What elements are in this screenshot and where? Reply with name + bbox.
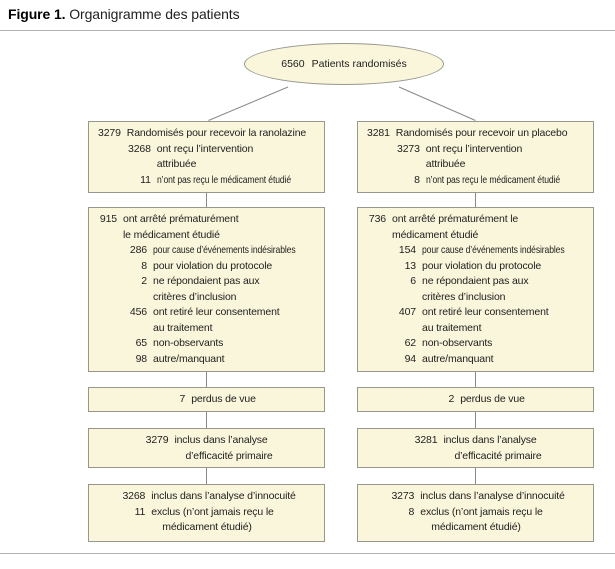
- box-content: [362, 122, 589, 192]
- count-value: 6560: [281, 58, 305, 70]
- box-line: [358, 212, 596, 228]
- count-value: 11: [140, 173, 151, 186]
- line-text: autre/manquant: [422, 352, 494, 365]
- line-text: pour cause d’événements indésirables: [153, 244, 296, 256]
- box-line: [89, 243, 327, 259]
- box-line: [140, 433, 272, 449]
- count-value: 456: [129, 306, 147, 318]
- line-text: ont reçu l’intervention: [425, 142, 523, 155]
- box-line: [358, 228, 596, 244]
- box-line: [386, 489, 564, 505]
- box-ranolazine-arm-safety-analysis: [88, 484, 325, 542]
- line-text: pour cause d’événements indésirables: [422, 244, 565, 256]
- count-value: [358, 290, 416, 306]
- line-text: exclus (n’ont jamais reçu le: [420, 505, 543, 518]
- box-placebo-arm-lost-to-followup: [357, 387, 594, 412]
- figure-label: Figure 1.: [8, 6, 66, 22]
- box-line: [89, 305, 327, 321]
- line-text: médicament étudié): [431, 521, 521, 533]
- box-content: [93, 122, 320, 192]
- line-text: attribuée: [425, 158, 466, 170]
- count-value: 11: [134, 505, 146, 518]
- box-line: [358, 305, 596, 321]
- line-text: pour violation du protocole: [153, 259, 273, 272]
- line-text: d’efficacité primaire: [454, 449, 542, 462]
- count-value: 2: [141, 275, 147, 287]
- count-value: 736: [368, 213, 386, 225]
- figure-title-text: Organigramme des patients: [69, 6, 240, 22]
- box-line: [89, 336, 327, 352]
- count-value: 65: [135, 337, 147, 349]
- box-line: [358, 290, 596, 306]
- box-content: [157, 392, 256, 408]
- count-value: [93, 157, 151, 173]
- box-content: [386, 485, 564, 540]
- line-text: au traitement: [422, 321, 482, 334]
- box-line: [89, 259, 327, 275]
- box-placebo-arm-primary-efficacy-analysis: [357, 428, 594, 468]
- count-value: 7: [179, 392, 186, 405]
- count-value: [386, 520, 414, 536]
- count-value: 407: [398, 306, 416, 318]
- count-value: [409, 449, 437, 465]
- box-ranolazine-arm-allocation: [88, 121, 325, 193]
- count-value: [89, 228, 117, 244]
- box-line: [358, 243, 596, 259]
- box-line: [362, 157, 589, 173]
- line-text: ont retiré leur consentement: [153, 306, 280, 318]
- count-value: [89, 290, 147, 306]
- diagonal-connector-right: [399, 87, 476, 121]
- count-value: 62: [404, 337, 416, 349]
- line-text: critères d’inclusion: [153, 290, 237, 303]
- line-text: attribuée: [156, 158, 197, 170]
- box-line: [386, 505, 564, 521]
- count-value: [140, 449, 168, 465]
- title-divider-rule: [0, 30, 615, 31]
- box-line: [386, 520, 564, 536]
- count-value: 154: [398, 244, 416, 256]
- line-text: ne répondaient pas aux: [422, 275, 529, 287]
- line-text: ont retiré leur consentement: [422, 306, 549, 318]
- line-text: inclus dans l’analyse d’innocuité: [151, 490, 296, 502]
- line-text: inclus dans l’analyse: [443, 434, 537, 446]
- line-text: inclus dans l’analyse d’innocuité: [420, 490, 565, 502]
- diagonal-connector-left: [209, 87, 289, 121]
- box-placebo-arm-allocation: [357, 121, 594, 193]
- box-content: [426, 392, 525, 408]
- count-value: 98: [135, 352, 147, 365]
- box-line: [93, 173, 320, 189]
- line-text: autre/manquant: [153, 352, 225, 365]
- line-text: non-observants: [153, 337, 224, 349]
- box-content: [140, 429, 272, 468]
- box-line: [426, 392, 525, 408]
- bottom-divider-rule: [0, 553, 615, 554]
- count-value: 286: [129, 244, 147, 256]
- line-text: Randomisés pour recevoir la ranolazine: [126, 127, 307, 139]
- box-placebo-arm-discontinued: [357, 207, 594, 372]
- box-content: [358, 208, 596, 371]
- count-value: 2: [448, 392, 455, 405]
- line-text: ont arrêté prématurément: [123, 213, 239, 225]
- box-line: [157, 392, 256, 408]
- box-line: [93, 157, 320, 173]
- box-ranolazine-arm-lost-to-followup: [88, 387, 325, 412]
- box-line: [358, 336, 596, 352]
- line-text: perdus de vue: [460, 392, 525, 405]
- line-text: inclus dans l’analyse: [174, 434, 268, 446]
- line-text: ne répondaient pas aux: [153, 275, 260, 287]
- count-value: 3281: [414, 434, 438, 446]
- count-value: [362, 157, 420, 173]
- box-line: [409, 449, 541, 465]
- line-text: médicament étudié: [392, 228, 479, 241]
- line-text: au traitement: [153, 321, 213, 334]
- count-value: 94: [404, 352, 416, 365]
- box-ranolazine-arm-primary-efficacy-analysis: [88, 428, 325, 468]
- count-value: 915: [99, 213, 117, 225]
- box-line: [117, 520, 295, 536]
- box-line: [409, 433, 541, 449]
- box-line: [89, 212, 327, 228]
- box-line: [362, 173, 589, 189]
- line-text: non-observants: [422, 337, 493, 349]
- box-randomized-total: [244, 43, 444, 85]
- box-line: [362, 126, 589, 142]
- box-line: [117, 489, 295, 505]
- count-value: [358, 321, 416, 337]
- line-text: médicament étudié): [162, 521, 252, 533]
- box-line: [89, 321, 327, 337]
- box-line: [89, 228, 327, 244]
- box-content: [409, 429, 541, 468]
- line-text: pour violation du protocole: [422, 259, 542, 272]
- box-ranolazine-arm-discontinued: [88, 207, 325, 372]
- count-value: 8: [414, 173, 420, 186]
- box-content: [89, 208, 327, 371]
- count-value: 3268: [128, 142, 151, 155]
- box-line: [89, 290, 327, 306]
- line-text: perdus de vue: [191, 392, 256, 405]
- count-value: 8: [141, 259, 147, 272]
- box-line: [358, 352, 596, 368]
- figure-title: [8, 6, 240, 22]
- box-line: [140, 449, 272, 465]
- box-line: [117, 505, 295, 521]
- box-line: [89, 274, 327, 290]
- line-text: Patients randomisés: [311, 58, 407, 70]
- box-line: [358, 321, 596, 337]
- line-text: ont reçu l’intervention: [156, 142, 254, 155]
- line-text: d’efficacité primaire: [185, 449, 273, 462]
- line-text: ont arrêté prématurément le: [392, 213, 519, 225]
- box-content: [117, 485, 295, 540]
- count-value: 3279: [145, 434, 169, 446]
- count-value: 3273: [397, 142, 420, 155]
- line-text: exclus (n’ont jamais reçu le: [151, 505, 274, 518]
- count-value: [117, 520, 145, 536]
- count-value: 13: [404, 259, 416, 272]
- box-line: [93, 142, 320, 158]
- box-line: [89, 352, 327, 368]
- count-value: 8: [408, 505, 415, 518]
- box-line: [362, 142, 589, 158]
- box-line: [93, 126, 320, 142]
- count-value: 3273: [391, 490, 415, 502]
- box-line: [358, 274, 596, 290]
- count-value: 3268: [122, 490, 146, 502]
- box-line: [358, 259, 596, 275]
- line-text: critères d’inclusion: [422, 290, 506, 303]
- count-value: 3281: [367, 127, 390, 139]
- count-value: [358, 228, 386, 244]
- count-value: 3279: [98, 127, 121, 139]
- line-text: n’ont pas reçu le médicament étudié: [425, 173, 560, 186]
- count-value: [89, 321, 147, 337]
- box-placebo-arm-safety-analysis: [357, 484, 594, 542]
- line-text: le médicament étudié: [123, 228, 220, 241]
- count-value: 6: [410, 275, 416, 287]
- line-text: Randomisés pour recevoir un placebo: [395, 127, 568, 139]
- line-text: n’ont pas reçu le médicament étudié: [156, 173, 291, 186]
